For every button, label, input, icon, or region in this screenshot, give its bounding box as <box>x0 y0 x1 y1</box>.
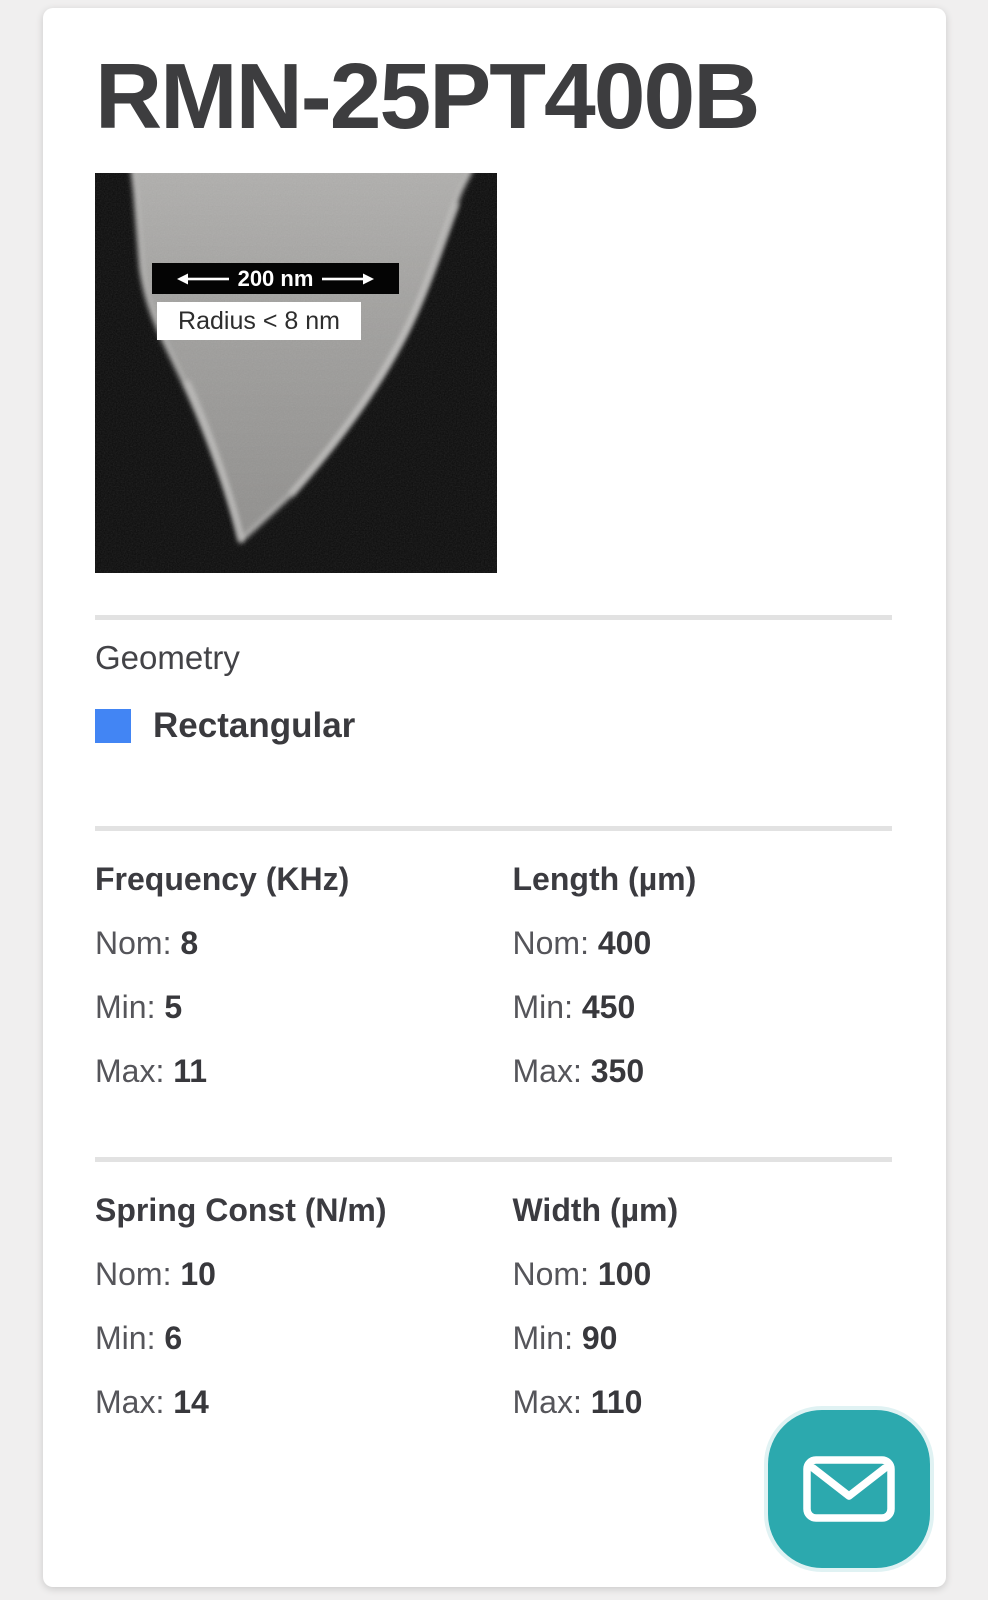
product-card <box>43 8 946 1587</box>
spec-row <box>95 911 475 975</box>
spec-label: Min: <box>95 1319 156 1356</box>
spec-row <box>95 1242 475 1306</box>
spec-label: Nom: <box>512 924 589 961</box>
sem-tip-graphic <box>95 173 497 573</box>
spec-value: 350 <box>590 1052 645 1089</box>
spec-value: 11 <box>173 1052 208 1089</box>
probe-tip-sem-image <box>95 173 497 573</box>
spec-length <box>513 847 893 1103</box>
spec-row <box>95 1370 475 1434</box>
spec-value: 14 <box>173 1383 209 1420</box>
geometry-value: Rectangular <box>153 705 356 745</box>
spec-frequency <box>95 847 475 1103</box>
spec-row <box>513 1306 893 1370</box>
spec-row <box>513 1039 893 1103</box>
spec-label: Max: <box>512 1052 582 1089</box>
spec-row <box>513 911 893 975</box>
spec-spring-const <box>95 1178 475 1434</box>
spec-value: 8 <box>180 924 199 961</box>
spec-row <box>513 1242 893 1306</box>
spec-value: 6 <box>164 1319 183 1356</box>
spec-section-2 <box>95 1162 892 1488</box>
envelope-icon <box>803 1456 895 1522</box>
spec-section-1 <box>95 831 892 1157</box>
spec-label: Max: <box>95 1052 165 1089</box>
geometry-heading: Geometry <box>95 639 240 676</box>
spec-label: Nom: <box>95 924 172 961</box>
geometry-swatch <box>95 709 131 743</box>
spec-value: 5 <box>164 988 183 1025</box>
spec-label: Min: <box>512 988 573 1025</box>
spec-heading: Frequency (KHz) <box>95 860 350 897</box>
contact-fab-button[interactable] <box>768 1410 930 1568</box>
spec-value: 400 <box>597 924 652 961</box>
scale-arrow-left-icon <box>177 272 229 286</box>
scale-arrow-right-icon <box>322 272 374 286</box>
geometry-section <box>95 620 892 826</box>
spec-label: Min: <box>512 1319 573 1356</box>
spec-label: Nom: <box>512 1255 589 1292</box>
spec-heading: Length (µm) <box>512 860 697 897</box>
radius-label: Radius < 8 nm <box>157 302 361 340</box>
spec-value: 450 <box>581 988 636 1025</box>
spec-row <box>513 975 893 1039</box>
spec-heading: Spring Const (N/m) <box>95 1191 387 1228</box>
spec-row <box>95 1039 475 1103</box>
spec-row <box>95 975 475 1039</box>
page-title: RMN-25PT400B <box>95 44 759 148</box>
spec-row <box>95 1306 475 1370</box>
spec-value: 90 <box>581 1319 618 1356</box>
scale-bar-label: 200 nm <box>237 265 314 291</box>
geometry-value-row <box>95 706 892 746</box>
spec-label: Max: <box>95 1383 165 1420</box>
spec-value: 10 <box>180 1255 216 1292</box>
spec-value: 100 <box>597 1255 652 1292</box>
spec-label: Nom: <box>95 1255 172 1292</box>
spec-heading: Width (µm) <box>512 1191 679 1228</box>
spec-label: Min: <box>95 988 156 1025</box>
spec-value: 110 <box>590 1383 643 1420</box>
spec-label: Max: <box>512 1383 582 1420</box>
spec-width <box>513 1178 893 1434</box>
scale-bar <box>152 263 399 294</box>
